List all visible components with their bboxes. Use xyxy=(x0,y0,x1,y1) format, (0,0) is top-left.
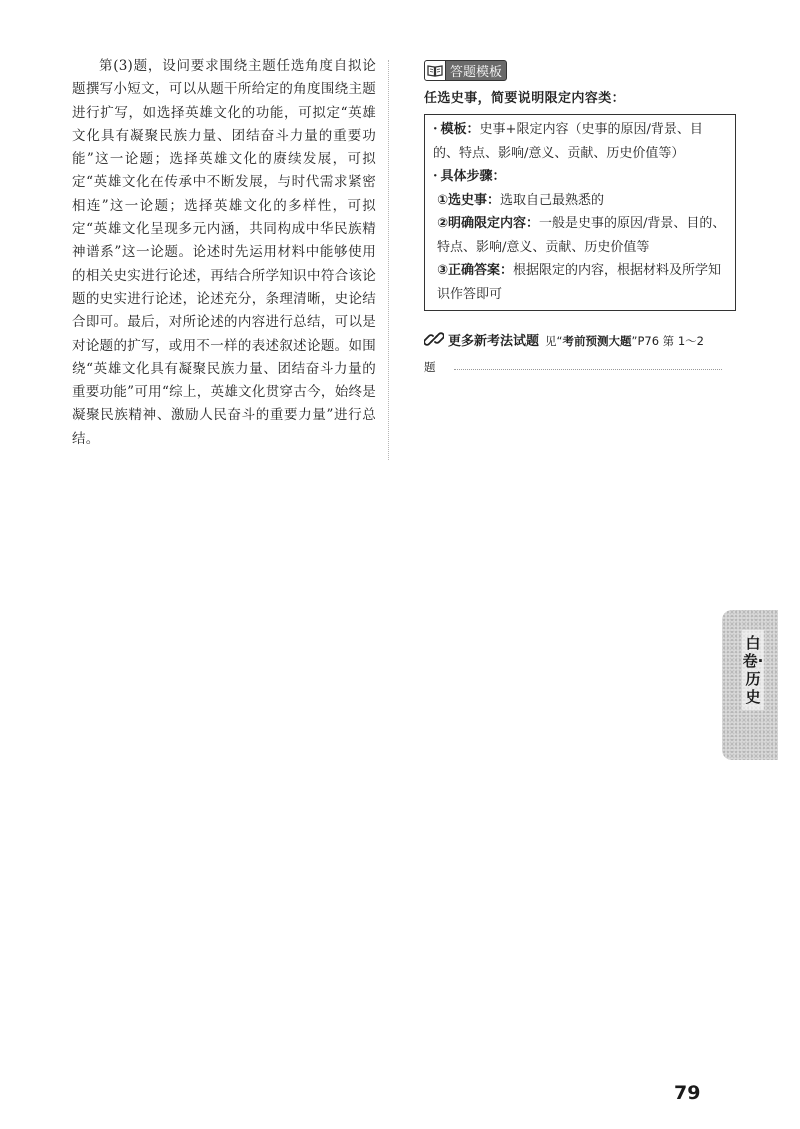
more-questions-ref-book: 考前预测大题 xyxy=(562,334,632,348)
explanation-paragraph: 第(3)题，设问要求围绕主题任选角度自拟论题撰写小短文，可以从题干所给定的角度围绕主题进行扩写，如选择英雄文化的功能，可拟定“英雄文化具有凝聚民族力量、团结奋斗力量的重要功能”这一论题；选择英雄文化的赓续发展，可拟定“英雄文化在传承中不断发展，与时代需求紧密相连”这一论题；选择英雄文化的多样性，可拟定“英雄文化呈现多元内涵，共同构成中华民族精神谱系”这一论题。论述时先运用材料中能够使用的相关史实进行论述，再结合所学知识中符合该论题的史实进行论述，论述充分，条理清晰，史论结合即可。最后，对所论述的内容进行总结，可以是对论题的扩写，或用不一样的表述叙述论题。如围绕“英雄文化具有凝聚民族力量、团结奋斗力量的重要功能”可用“综上，英雄文化贯穿古今，始终是凝聚民族精神、激励人民奋斗的重要力量”进行总结。 xyxy=(72,58,376,447)
book-icon-glyph xyxy=(427,64,443,77)
bullet-dot: · xyxy=(433,169,438,184)
link-icon-glyph xyxy=(424,329,444,349)
link-icon xyxy=(424,329,444,356)
column-divider xyxy=(388,60,389,460)
template-step-1 xyxy=(433,189,727,213)
template-header-label: 答题模板 xyxy=(450,65,503,80)
template-bullet-1 xyxy=(433,118,727,165)
template-box xyxy=(424,114,736,311)
template-step-3-label: ③正确答案： xyxy=(437,263,514,278)
side-tab-label: 白卷·历史 xyxy=(742,630,764,710)
more-questions-ref-tail: 题 xyxy=(424,360,436,374)
template-step-1-text: 选取自己最熟悉的 xyxy=(500,192,605,208)
template-step-2-text: 一般是史事的原因/背景、目的、特点、影响/意义、贡献、历史价值等 xyxy=(437,216,726,255)
book-icon xyxy=(425,61,446,80)
more-questions-ref-prefix: 见“ xyxy=(545,334,563,348)
side-tab xyxy=(722,610,778,760)
template-step-3 xyxy=(433,259,727,306)
template-step-2 xyxy=(433,212,727,259)
template-intro: 任选史事，简要说明限定内容类： xyxy=(424,91,626,106)
template-bullet-2 xyxy=(433,165,727,189)
answer-template-section xyxy=(424,60,736,378)
page-number: 79 xyxy=(674,1082,701,1104)
more-questions-title: 更多新考法试题 xyxy=(448,334,540,349)
template-bullet-2-label: 具体步骤： xyxy=(440,169,506,184)
more-questions-ref-suffix: ”P76 第 1～2 xyxy=(631,334,704,348)
template-step-1-label: ①选史事： xyxy=(437,192,501,208)
template-bullet-1-label: 模板： xyxy=(440,122,480,137)
bullet-dot: · xyxy=(433,122,438,137)
template-step-2-label: ②明确限定内容： xyxy=(437,216,540,231)
more-questions-reference xyxy=(424,329,736,378)
template-header xyxy=(424,60,507,81)
more-questions-underline xyxy=(454,369,722,370)
template-step-3-text: 根据限定的内容，根据材料及所学知识作答即可 xyxy=(437,263,722,302)
template-bullet-1-text: 史事+限定内容（史事的原因/背景、目的、特点、影响/意义、贡献、历史价值等） xyxy=(433,122,703,161)
